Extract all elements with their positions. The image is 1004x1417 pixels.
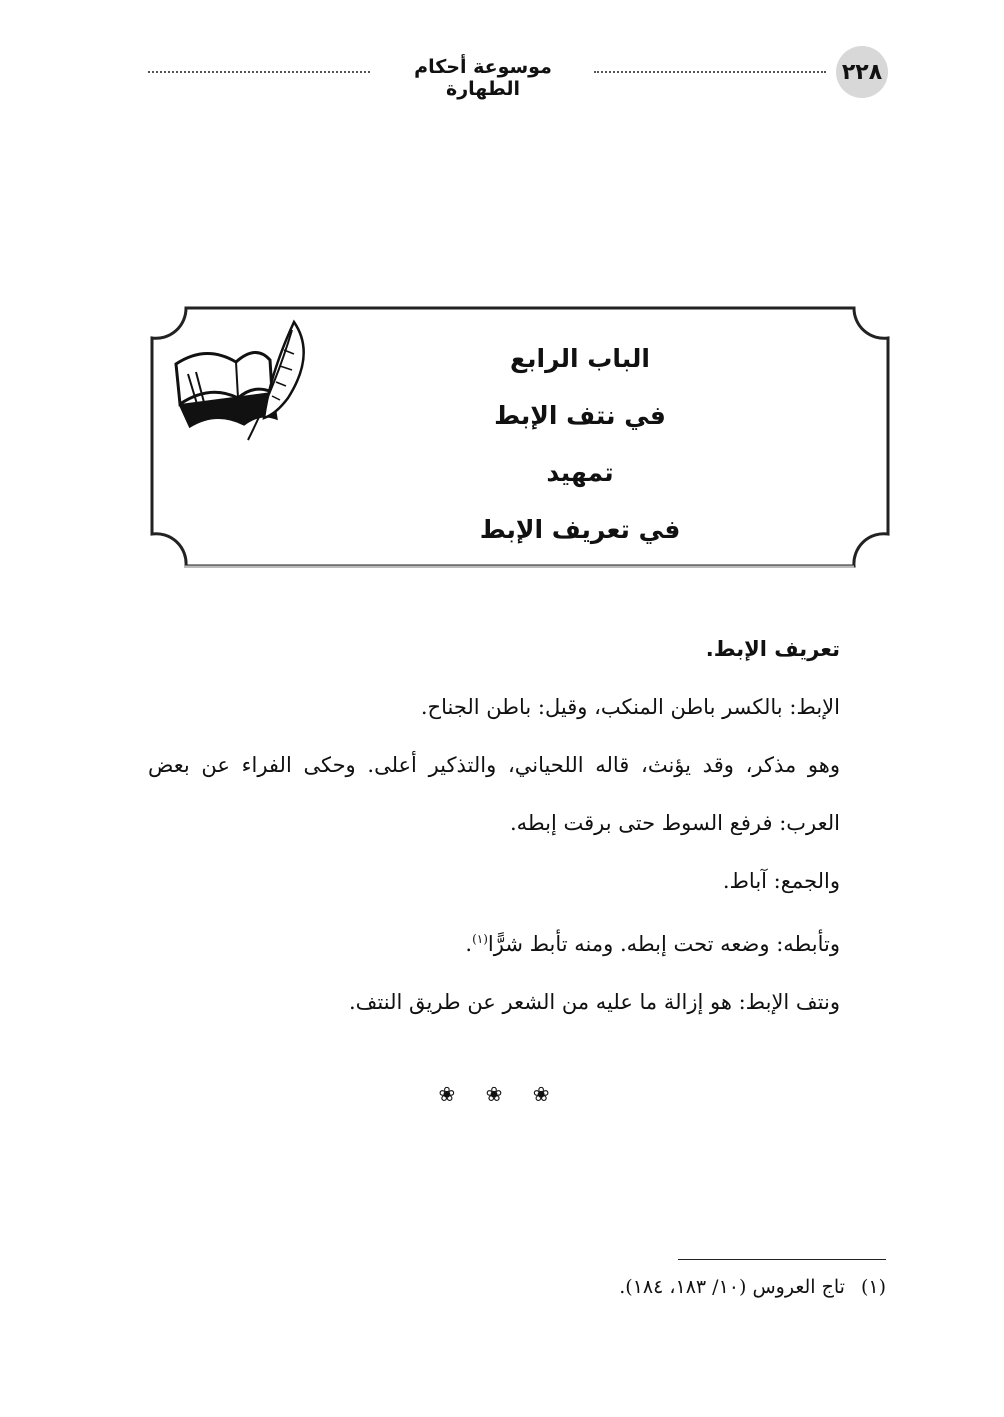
- section-title: تمهيد: [546, 458, 614, 487]
- paragraph: ونتف الإبط: هو إزالة ما عليه من الشعر عن طريق النتف.: [348, 990, 840, 1014]
- paragraph: [148, 910, 886, 973]
- main-text: [148, 620, 886, 1031]
- chapter-subtitle: في نتف الإبط: [494, 401, 666, 430]
- footnote-text: تاج العروس (١٠/ ١٨٣، ١٨٤).: [619, 1276, 845, 1298]
- text-heading: تعريف الإبط.: [705, 637, 840, 661]
- header-dotted-rule-left: [148, 71, 370, 73]
- header-dotted-rule-right: [594, 71, 826, 73]
- footnote: [400, 1276, 886, 1298]
- footnote-number: (١): [860, 1276, 886, 1298]
- book-and-quill-icon: [166, 314, 306, 444]
- running-title: موسوعة أحكام الطهارة: [414, 56, 552, 100]
- footnote-reference[interactable]: (١): [472, 932, 488, 946]
- chapter-titles: [350, 330, 810, 558]
- flower-ornament-icon: ❀ ❀ ❀: [438, 1082, 562, 1106]
- page-header: [0, 46, 1004, 98]
- paragraph: الإبط: بالكسر باطن المنكب، وقيل: باطن الجناح.: [420, 695, 840, 719]
- paragraph: والجمع: آباط.: [722, 869, 840, 893]
- page-number: ٢٢٨: [836, 46, 888, 98]
- chapter-title: الباب الرابع: [510, 344, 650, 373]
- footnote-separator: [678, 1259, 886, 1260]
- section-subtitle: في تعريف الإبط: [479, 515, 681, 544]
- paragraph-end: .: [465, 932, 473, 956]
- paragraph: وهو مذكر، وقد يؤنث، قاله اللحياني، والتذكير أعلى. وحكى الفراء عن بعض العرب: فرفع السوط حتى برقت إبطه.: [148, 753, 840, 835]
- paragraph-text: وتأبطه: وضعه تحت إبطه. ومنه تأبط شرًّا: [487, 932, 840, 956]
- chapter-title-frame: [150, 306, 886, 564]
